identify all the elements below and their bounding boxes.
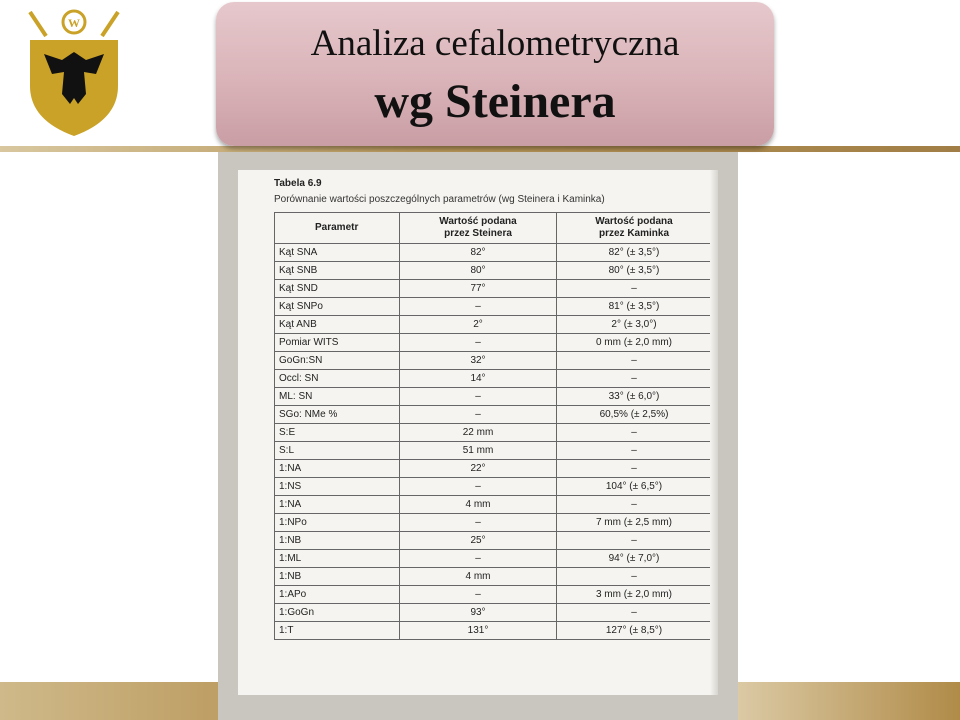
cell-kaminek-value: –: [557, 604, 712, 622]
table-row: [275, 478, 712, 496]
table-row: [275, 586, 712, 604]
cell-steiner-value: –: [400, 298, 557, 316]
cell-kaminek-value: –: [557, 352, 712, 370]
table-row: [275, 442, 712, 460]
cell-parameter: Kąt SND: [275, 280, 400, 298]
cell-steiner-value: 25°: [400, 532, 557, 550]
cell-steiner-value: 93°: [400, 604, 557, 622]
header-kaminek-line-2: przez Kaminka: [598, 228, 670, 239]
cell-parameter: 1:ML: [275, 550, 400, 568]
cell-kaminek-value: 0 mm (± 2,0 mm): [557, 334, 712, 352]
table-row: [275, 316, 712, 334]
table-row: [275, 262, 712, 280]
cell-kaminek-value: –: [557, 496, 712, 514]
cell-kaminek-value: 80° (± 3,5°): [557, 262, 712, 280]
cell-parameter: 1:NS: [275, 478, 400, 496]
cell-steiner-value: –: [400, 586, 557, 604]
cell-parameter: Kąt SNA: [275, 244, 400, 262]
cell-parameter: Kąt ANB: [275, 316, 400, 334]
cell-steiner-value: 80°: [400, 262, 557, 280]
cell-kaminek-value: 127° (± 8,5°): [557, 622, 712, 640]
cell-kaminek-value: –: [557, 460, 712, 478]
cell-steiner-value: 22°: [400, 460, 557, 478]
table-row: [275, 280, 712, 298]
cell-parameter: 1:NA: [275, 496, 400, 514]
cell-steiner-value: 4 mm: [400, 568, 557, 586]
cell-kaminek-value: –: [557, 370, 712, 388]
cell-parameter: 1:NPo: [275, 514, 400, 532]
cell-kaminek-value: 33° (± 6,0°): [557, 388, 712, 406]
cell-steiner-value: 77°: [400, 280, 557, 298]
title-line-1: Analiza cefalometryczna: [310, 23, 680, 64]
table-row: [275, 622, 712, 640]
cell-steiner-value: –: [400, 334, 557, 352]
cell-steiner-value: –: [400, 406, 557, 424]
cell-parameter: 1:GoGn: [275, 604, 400, 622]
cell-steiner-value: 51 mm: [400, 442, 557, 460]
header-kaminek-line-1: Wartość podana: [595, 216, 673, 227]
cell-kaminek-value: 3 mm (± 2,0 mm): [557, 586, 712, 604]
cell-parameter: 1:APo: [275, 586, 400, 604]
cell-kaminek-value: 104° (± 6,5°): [557, 478, 712, 496]
table-row: [275, 568, 712, 586]
table-row: [275, 370, 712, 388]
header-steiner-line-1: Wartość podana: [439, 216, 517, 227]
table-row: [275, 388, 712, 406]
cell-steiner-value: –: [400, 514, 557, 532]
cell-parameter: SGo: NMe %: [275, 406, 400, 424]
header-steiner: [400, 213, 557, 244]
table-row: [275, 334, 712, 352]
university-crest-eagle-icon: [24, 8, 124, 138]
cell-parameter: 1:T: [275, 622, 400, 640]
cell-kaminek-value: –: [557, 568, 712, 586]
header-steiner-line-2: przez Steinera: [444, 228, 512, 239]
table-caption: Tabela 6.9: [274, 178, 322, 189]
cell-kaminek-value: 2° (± 3,0°): [557, 316, 712, 334]
cell-parameter: Kąt SNB: [275, 262, 400, 280]
parameters-table: [274, 212, 712, 640]
cell-parameter: 1:NB: [275, 532, 400, 550]
cell-kaminek-value: –: [557, 424, 712, 442]
scanned-table-page: [238, 170, 718, 695]
table-row: [275, 532, 712, 550]
cell-steiner-value: 14°: [400, 370, 557, 388]
table-row: [275, 406, 712, 424]
cell-kaminek-value: 60,5% (± 2,5%): [557, 406, 712, 424]
table-row: [275, 244, 712, 262]
table-subtitle: Porównanie wartości poszczególnych parametrów (wg Steinera i Kaminka): [274, 194, 605, 205]
table-row: [275, 496, 712, 514]
cell-parameter: Kąt SNPo: [275, 298, 400, 316]
cell-parameter: ML: SN: [275, 388, 400, 406]
cell-steiner-value: 131°: [400, 622, 557, 640]
cell-steiner-value: 22 mm: [400, 424, 557, 442]
svg-text:W: W: [68, 16, 80, 30]
cell-kaminek-value: –: [557, 280, 712, 298]
header-parameter: Parametr: [275, 213, 400, 244]
cell-kaminek-value: 82° (± 3,5°): [557, 244, 712, 262]
table-row: [275, 298, 712, 316]
title-line-2: wg Steinera: [374, 75, 616, 128]
table-row: [275, 514, 712, 532]
table-row: [275, 460, 712, 478]
cell-kaminek-value: 94° (± 7,0°): [557, 550, 712, 568]
cell-parameter: Occl: SN: [275, 370, 400, 388]
cell-kaminek-value: 7 mm (± 2,5 mm): [557, 514, 712, 532]
cell-parameter: S:L: [275, 442, 400, 460]
cell-parameter: 1:NA: [275, 460, 400, 478]
header-kaminek: [557, 213, 712, 244]
cell-kaminek-value: –: [557, 442, 712, 460]
cell-steiner-value: –: [400, 478, 557, 496]
cell-kaminek-value: 81° (± 3,5°): [557, 298, 712, 316]
cell-steiner-value: –: [400, 550, 557, 568]
title-banner: [216, 2, 774, 146]
cell-parameter: Pomiar WITS: [275, 334, 400, 352]
table-row: [275, 352, 712, 370]
table-row: [275, 604, 712, 622]
table-row: [275, 424, 712, 442]
cell-steiner-value: –: [400, 388, 557, 406]
cell-parameter: GoGn:SN: [275, 352, 400, 370]
table-row: [275, 550, 712, 568]
cell-steiner-value: 2°: [400, 316, 557, 334]
cell-steiner-value: 32°: [400, 352, 557, 370]
table-header-row: [275, 213, 712, 244]
cell-steiner-value: 4 mm: [400, 496, 557, 514]
cell-kaminek-value: –: [557, 532, 712, 550]
cell-steiner-value: 82°: [400, 244, 557, 262]
cell-parameter: S:E: [275, 424, 400, 442]
cell-parameter: 1:NB: [275, 568, 400, 586]
